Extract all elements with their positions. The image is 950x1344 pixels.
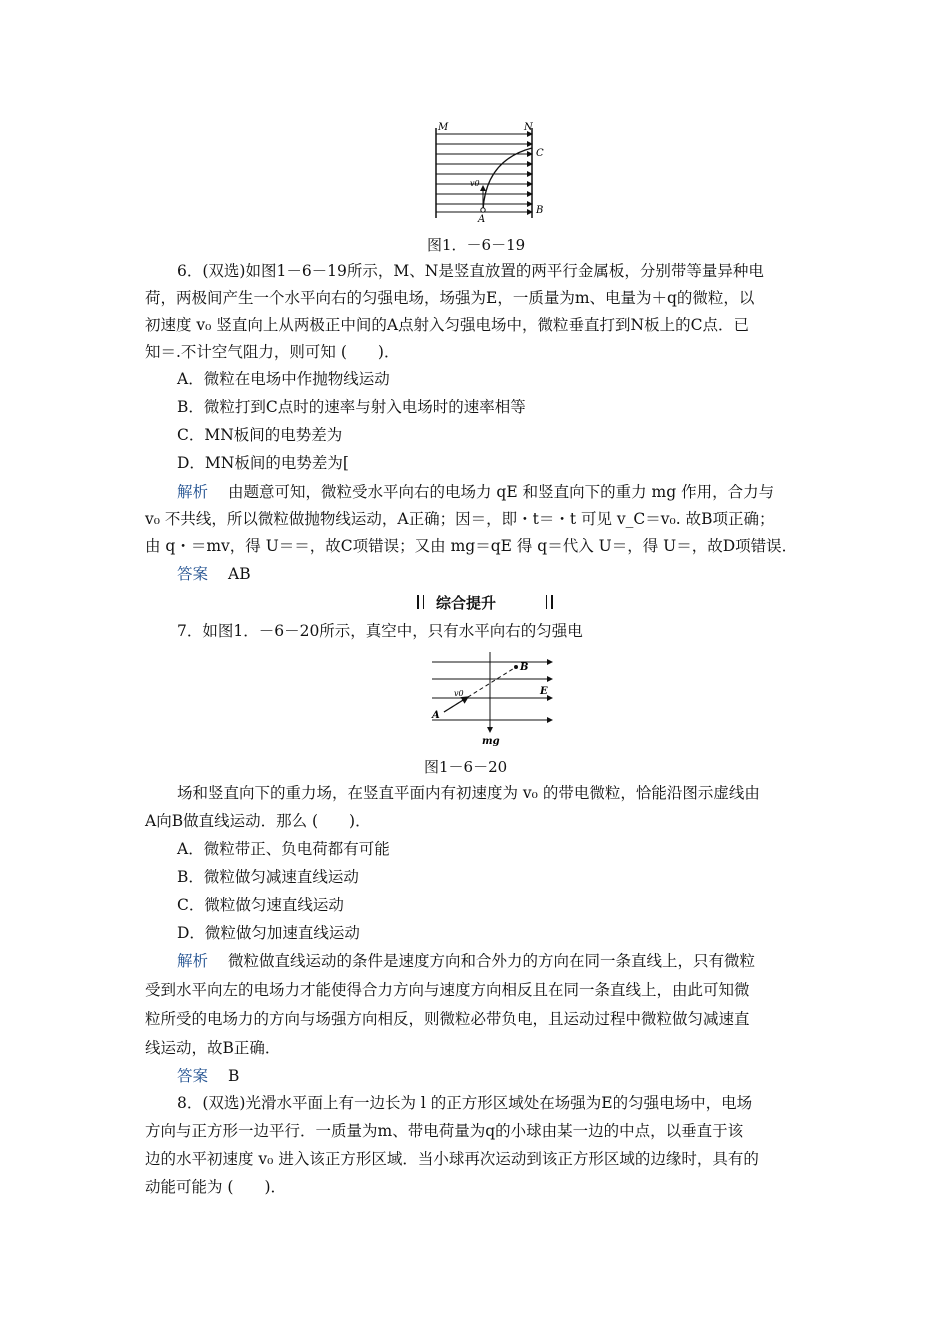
fig2-label-E: E — [540, 686, 548, 697]
q7-answer-label: 答案 — [177, 1067, 209, 1085]
fig1-label-C: C — [536, 148, 544, 159]
q7-analysis-4: 线运动，故B正确． — [145, 1039, 281, 1057]
q6-analysis-2: v₀ 不共线，所以微粒做抛物线运动，A正确；因＝，即・t＝・t 可见 v_C＝v₀. 故B项正确； — [145, 510, 775, 528]
fig1-label-B: B — [536, 205, 544, 216]
section-title: 综合提升 — [436, 594, 497, 612]
q8-line-3: 边的水平初速度 v₀ 进入该正方形区域．当小球再次运动到该正方形区域的边缘时，具有的 — [145, 1150, 759, 1168]
figure-1-6-19 — [428, 120, 558, 224]
q7-option-b: B．微粒做匀减速直线运动 — [177, 868, 359, 886]
q6-line-3: 初速度 v₀ 竖直向上从两极正中间的A点射入匀强电场中，微粒垂直打到N板上的C点．已 — [145, 316, 749, 334]
q7-option-c: C．微粒做匀速直线运动 — [177, 896, 344, 914]
q7-option-d: D．微粒做匀加速直线运动 — [177, 924, 360, 942]
fig1-label-N: N — [524, 122, 533, 133]
q7-option-a: A．微粒带正、负电荷都有可能 — [177, 840, 390, 858]
section-bar-left — [417, 595, 424, 609]
fig1-label-A: A — [478, 214, 486, 224]
q8-line-1: 8．(双选)光滑水平面上有一边长为 l 的正方形区域处在场强为E的匀强电场中，电场 — [177, 1094, 753, 1112]
q6-analysis-1: 由题意可知，微粒受水平向右的电场力 qE 和竖直向下的重力 mg 作用，合力与 — [228, 483, 775, 501]
q6-option-c: C．MN板间的电势差为 — [177, 426, 343, 444]
fig1-label-v0: v0 — [470, 179, 480, 188]
fig2-label-A: A — [432, 710, 440, 721]
q6-answer-label: 答案 — [177, 565, 209, 583]
q7-analysis-1: 微粒做直线运动的条件是速度方向和合外力的方向在同一条直线上，只有微粒 — [228, 952, 756, 970]
q6-option-d: D．MN板间的电势差为[ — [177, 454, 349, 472]
fig2-label-v0: v0 — [454, 689, 464, 698]
q7-line-1: 场和竖直向下的重力场，在竖直平面内有初速度为 v₀ 的带电微粒，恰能沿图示虚线由 — [177, 784, 760, 802]
fig2-label-mg: mg — [482, 736, 500, 747]
q7-analysis-3: 粒所受的电场力的方向与场强方向相反，则微粒必带负电，且运动过程中微粒做匀减速直 — [145, 1010, 750, 1028]
q6-line-2: 荷，两极间产生一个水平向右的匀强电场，场强为E，一质量为m、电量为＋q的微粒，以 — [145, 289, 755, 307]
q6-option-a: A．微粒在电场中作抛物线运动 — [177, 370, 390, 388]
section-bar-right — [546, 595, 553, 609]
q7-analysis-label: 解析 — [177, 952, 209, 970]
figure-1-6-20 — [428, 650, 560, 748]
q7-answer: B — [228, 1067, 240, 1085]
q7-analysis-2: 受到水平向左的电场力才能使得合力方向与速度方向相反且在同一条直线上，由此可知微 — [145, 981, 750, 999]
q6-analysis-label: 解析 — [177, 483, 209, 501]
fig1-caption: 图1．－6－19 — [427, 236, 526, 254]
fig1-label-M: M — [438, 122, 449, 133]
q7-line-2: A向B做直线运动．那么 ( )． — [145, 812, 371, 830]
q6-line-1: 6．(双选)如图1－6－19所示，M、N是竖直放置的两平行金属板，分别带等量异种电 — [177, 262, 764, 280]
q8-line-2: 方向与正方形一边平行．一质量为m、带电荷量为q的小球由某一边的中点，以垂直于该 — [145, 1122, 744, 1140]
q6-option-b: B．微粒打到C点时的速率与射入电场时的速率相等 — [177, 398, 526, 416]
q6-answer: AB — [228, 565, 251, 583]
fig2-label-B: B — [520, 662, 529, 673]
q6-line-4: 知＝.不计空气阻力，则可知 ( )． — [145, 343, 400, 361]
fig2-caption: 图1－6－20 — [424, 758, 508, 776]
q8-line-4: 动能可能为 ( )． — [145, 1178, 287, 1196]
q7-intro: 7．如图1．－6－20所示，真空中，只有水平向右的匀强电 — [177, 622, 583, 640]
q6-analysis-3: 由 q・＝mv，得 U＝＝，故C项错误；又由 mg＝qE 得 q＝代入 U＝，得 U＝，故D项错误． — [145, 537, 798, 555]
